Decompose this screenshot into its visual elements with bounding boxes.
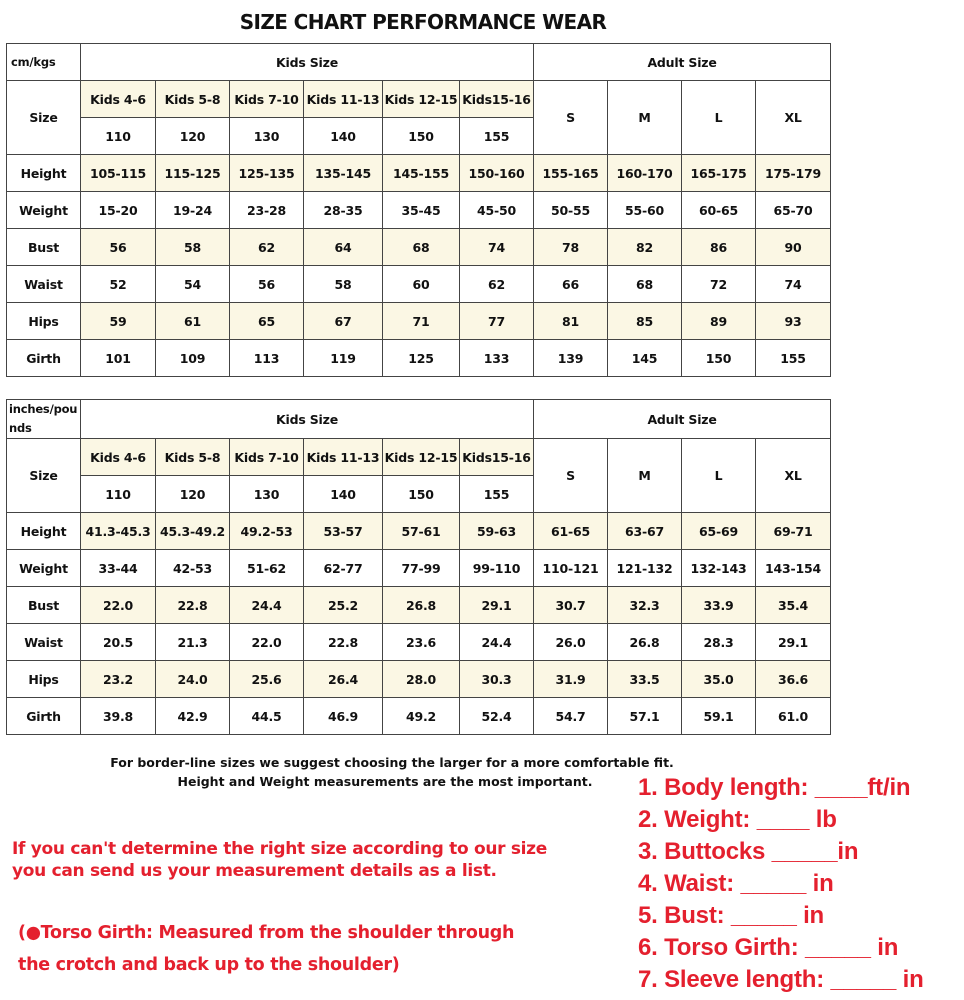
borderline-note: For border-line sizes we suggest choosing the larger for a more comfortable fit. — [110, 755, 674, 770]
measurement-cell: 145 — [608, 340, 682, 377]
measurement-cell: 31.9 — [534, 661, 608, 698]
measurement-cell: 45-50 — [460, 192, 534, 229]
measurement-cell: 59.1 — [682, 698, 756, 735]
measurement-cell: 28.3 — [682, 624, 756, 661]
torso-girth-note — [18, 917, 514, 981]
measurement-cell: 29.1 — [756, 624, 831, 661]
adult-size-name: S — [534, 81, 608, 155]
measurement-row-girth — [7, 340, 831, 377]
kids-size-name: Kids 12-15 — [383, 81, 460, 118]
measurement-cell: 46.9 — [304, 698, 383, 735]
measurement-cell: 33.5 — [608, 661, 682, 698]
unit-label: inches/pou nds — [7, 400, 81, 439]
kids-size-number: 110 — [81, 118, 156, 155]
measurement-item: 3. Buttocks _____in — [638, 838, 859, 865]
measurement-cell: 22.8 — [156, 587, 230, 624]
row-label: Girth — [7, 698, 81, 735]
measurement-cell: 35.0 — [682, 661, 756, 698]
row-label: Height — [7, 513, 81, 550]
measurement-cell: 66 — [534, 266, 608, 303]
measurement-cell: 42-53 — [156, 550, 230, 587]
kids-size-name: Kids 7-10 — [230, 81, 304, 118]
measurement-cell: 165-175 — [682, 155, 756, 192]
kids-size-number: 130 — [230, 118, 304, 155]
measurement-cell: 135-145 — [304, 155, 383, 192]
measurement-cell: 54 — [156, 266, 230, 303]
kids-size-number: 120 — [156, 118, 230, 155]
row-label: Bust — [7, 229, 81, 266]
measurement-cell: 52 — [81, 266, 156, 303]
measurement-cell: 57-61 — [383, 513, 460, 550]
measurement-cell: 59 — [81, 303, 156, 340]
measurement-cell: 36.6 — [756, 661, 831, 698]
measurement-cell: 160-170 — [608, 155, 682, 192]
kids-size-header: Kids Size — [81, 400, 534, 439]
size-row-label: Size — [7, 81, 81, 155]
measurement-cell: 28-35 — [304, 192, 383, 229]
measurement-item: 7. Sleeve length: _____ in — [638, 966, 924, 993]
measurement-cell: 39.8 — [81, 698, 156, 735]
measurement-row-weight — [7, 550, 831, 587]
kids-size-name: Kids 5-8 — [156, 439, 230, 476]
kids-size-number: 150 — [383, 118, 460, 155]
measurement-cell: 61-65 — [534, 513, 608, 550]
measurement-cell: 72 — [682, 266, 756, 303]
kids-size-number: 150 — [383, 476, 460, 513]
adult-size-header: Adult Size — [534, 44, 831, 81]
advice-line: If you can't determine the right size according to our size — [12, 839, 547, 859]
measurement-cell: 63-67 — [608, 513, 682, 550]
kids-size-name: Kids 7-10 — [230, 439, 304, 476]
advice-line: you can send us your measurement details as a list. — [12, 861, 497, 881]
measurement-cell: 32.3 — [608, 587, 682, 624]
measurement-cell: 81 — [534, 303, 608, 340]
measurement-cell: 23.6 — [383, 624, 460, 661]
measurement-cell: 139 — [534, 340, 608, 377]
measurement-cell: 26.4 — [304, 661, 383, 698]
measurement-cell: 56 — [230, 266, 304, 303]
kids-size-number: 110 — [81, 476, 156, 513]
measurement-cell: 143-154 — [756, 550, 831, 587]
measurement-cell: 54.7 — [534, 698, 608, 735]
measurement-cell: 15-20 — [81, 192, 156, 229]
row-label: Girth — [7, 340, 81, 377]
measurement-cell: 119 — [304, 340, 383, 377]
measurement-cell: 99-110 — [460, 550, 534, 587]
measurement-cell: 19-24 — [156, 192, 230, 229]
measurement-cell: 22.0 — [230, 624, 304, 661]
importance-note: Height and Weight measurements are the most important. — [177, 774, 593, 789]
measurement-cell: 93 — [756, 303, 831, 340]
measurement-item: 5. Bust: _____ in — [638, 902, 825, 929]
measurement-cell: 125-135 — [230, 155, 304, 192]
measurement-cell: 30.7 — [534, 587, 608, 624]
kids-size-number: 155 — [460, 476, 534, 513]
measurement-row-hips — [7, 303, 831, 340]
kids-size-number: 130 — [230, 476, 304, 513]
measurement-cell: 51-62 — [230, 550, 304, 587]
measurement-item: 6. Torso Girth: _____ in — [638, 934, 899, 961]
measurement-row-hips — [7, 661, 831, 698]
measurement-row-height — [7, 513, 831, 550]
measurement-cell: 85 — [608, 303, 682, 340]
chart-title: SIZE CHART PERFORMANCE WEAR — [239, 10, 607, 34]
measurement-cell: 61 — [156, 303, 230, 340]
kids-size-name: Kids 4-6 — [81, 439, 156, 476]
measurement-cell: 77-99 — [383, 550, 460, 587]
measurement-cell: 61.0 — [756, 698, 831, 735]
measurement-cell: 42.9 — [156, 698, 230, 735]
measurement-cell: 62 — [230, 229, 304, 266]
measurement-cell: 55-60 — [608, 192, 682, 229]
torso-girth-line: the crotch and back up to the shoulder) — [18, 955, 400, 975]
measurement-row-weight — [7, 192, 831, 229]
measurement-cell: 67 — [304, 303, 383, 340]
measurement-cell: 58 — [304, 266, 383, 303]
row-label: Hips — [7, 303, 81, 340]
kids-size-number: 120 — [156, 476, 230, 513]
measurement-cell: 60 — [383, 266, 460, 303]
measurement-cell: 78 — [534, 229, 608, 266]
measurement-cell: 56 — [81, 229, 156, 266]
measurement-cell: 41.3-45.3 — [81, 513, 156, 550]
row-label: Weight — [7, 192, 81, 229]
measurement-list — [638, 772, 924, 996]
adult-size-name: XL — [756, 81, 831, 155]
measurement-cell: 52.4 — [460, 698, 534, 735]
measurement-row-waist — [7, 624, 831, 661]
measurement-item: 4. Waist: _____ in — [638, 870, 834, 897]
metric-size-table — [6, 43, 831, 377]
measurement-cell: 60-65 — [682, 192, 756, 229]
measurement-cell: 65-70 — [756, 192, 831, 229]
measurement-cell: 49.2 — [383, 698, 460, 735]
measurement-cell: 22.0 — [81, 587, 156, 624]
measurement-cell: 58 — [156, 229, 230, 266]
row-label: Waist — [7, 266, 81, 303]
measurement-cell: 64 — [304, 229, 383, 266]
measurement-cell: 33.9 — [682, 587, 756, 624]
measurement-cell: 132-143 — [682, 550, 756, 587]
measurement-cell: 22.8 — [304, 624, 383, 661]
measurement-cell: 26.0 — [534, 624, 608, 661]
measurement-cell: 45.3-49.2 — [156, 513, 230, 550]
measurement-cell: 101 — [81, 340, 156, 377]
measurement-cell: 26.8 — [608, 624, 682, 661]
measurement-cell: 49.2-53 — [230, 513, 304, 550]
measurement-row-height — [7, 155, 831, 192]
measurement-cell: 65-69 — [682, 513, 756, 550]
adult-size-name: M — [608, 81, 682, 155]
measurement-cell: 115-125 — [156, 155, 230, 192]
measurement-cell: 74 — [756, 266, 831, 303]
measurement-cell: 155 — [756, 340, 831, 377]
measurement-cell: 90 — [756, 229, 831, 266]
measurement-cell: 133 — [460, 340, 534, 377]
kids-size-name: Kids 4-6 — [81, 81, 156, 118]
advice-text — [12, 838, 547, 882]
measurement-cell: 109 — [156, 340, 230, 377]
measurement-row-girth — [7, 698, 831, 735]
adult-size-name: M — [608, 439, 682, 513]
adult-size-name: XL — [756, 439, 831, 513]
size-row-label: Size — [7, 439, 81, 513]
kids-size-name: Kids15-16 — [460, 81, 534, 118]
measurement-cell: 23-28 — [230, 192, 304, 229]
measurement-cell: 59-63 — [460, 513, 534, 550]
measurement-cell: 24.0 — [156, 661, 230, 698]
measurement-cell: 25.6 — [230, 661, 304, 698]
measurement-cell: 30.3 — [460, 661, 534, 698]
kids-size-number: 140 — [304, 476, 383, 513]
kids-size-name: Kids 11-13 — [304, 439, 383, 476]
measurement-cell: 155-165 — [534, 155, 608, 192]
row-label: Weight — [7, 550, 81, 587]
measurement-cell: 150-160 — [460, 155, 534, 192]
measurement-cell: 24.4 — [230, 587, 304, 624]
measurement-cell: 35.4 — [756, 587, 831, 624]
measurement-cell: 23.2 — [81, 661, 156, 698]
measurement-cell: 145-155 — [383, 155, 460, 192]
measurement-item: 2. Weight: ____ lb — [638, 806, 837, 833]
torso-girth-line: (●Torso Girth: Measured from the shoulder through — [18, 923, 515, 943]
kids-size-header: Kids Size — [81, 44, 534, 81]
kids-size-name: Kids 11-13 — [304, 81, 383, 118]
row-label: Bust — [7, 587, 81, 624]
row-label: Height — [7, 155, 81, 192]
adult-size-header: Adult Size — [534, 400, 831, 439]
measurement-cell: 150 — [682, 340, 756, 377]
measurement-row-waist — [7, 266, 831, 303]
measurement-cell: 175-179 — [756, 155, 831, 192]
measurement-row-bust — [7, 229, 831, 266]
measurement-cell: 121-132 — [608, 550, 682, 587]
measurement-cell: 69-71 — [756, 513, 831, 550]
measurement-cell: 50-55 — [534, 192, 608, 229]
adult-size-name: L — [682, 81, 756, 155]
row-label: Waist — [7, 624, 81, 661]
header-row — [7, 44, 831, 81]
kids-size-name: Kids15-16 — [460, 439, 534, 476]
measurement-cell: 24.4 — [460, 624, 534, 661]
measurement-cell: 74 — [460, 229, 534, 266]
measurement-cell: 21.3 — [156, 624, 230, 661]
measurement-cell: 20.5 — [81, 624, 156, 661]
kids-size-name: Kids 12-15 — [383, 439, 460, 476]
measurement-cell: 110-121 — [534, 550, 608, 587]
measurement-cell: 25.2 — [304, 587, 383, 624]
measurement-cell: 68 — [383, 229, 460, 266]
header-row — [7, 400, 831, 439]
measurement-cell: 65 — [230, 303, 304, 340]
measurement-cell: 57.1 — [608, 698, 682, 735]
measurement-cell: 53-57 — [304, 513, 383, 550]
unit-label: cm/kgs — [7, 44, 81, 81]
size-name-row — [7, 439, 831, 476]
measurement-cell: 28.0 — [383, 661, 460, 698]
kids-size-name: Kids 5-8 — [156, 81, 230, 118]
measurement-cell: 71 — [383, 303, 460, 340]
measurement-cell: 44.5 — [230, 698, 304, 735]
kids-size-number: 155 — [460, 118, 534, 155]
measurement-cell: 77 — [460, 303, 534, 340]
imperial-size-table — [6, 399, 831, 735]
measurement-cell: 26.8 — [383, 587, 460, 624]
kids-size-number: 140 — [304, 118, 383, 155]
measurement-cell: 29.1 — [460, 587, 534, 624]
measurement-cell: 68 — [608, 266, 682, 303]
measurement-cell: 33-44 — [81, 550, 156, 587]
measurement-cell: 86 — [682, 229, 756, 266]
adult-size-name: L — [682, 439, 756, 513]
measurement-cell: 125 — [383, 340, 460, 377]
measurement-cell: 62 — [460, 266, 534, 303]
row-label: Hips — [7, 661, 81, 698]
measurement-cell: 35-45 — [383, 192, 460, 229]
measurement-cell: 113 — [230, 340, 304, 377]
measurement-row-bust — [7, 587, 831, 624]
measurement-item: 1. Body length: ____ft/in — [638, 774, 911, 801]
adult-size-name: S — [534, 439, 608, 513]
measurement-cell: 105-115 — [81, 155, 156, 192]
measurement-cell: 62-77 — [304, 550, 383, 587]
size-name-row — [7, 81, 831, 118]
measurement-cell: 89 — [682, 303, 756, 340]
measurement-cell: 82 — [608, 229, 682, 266]
